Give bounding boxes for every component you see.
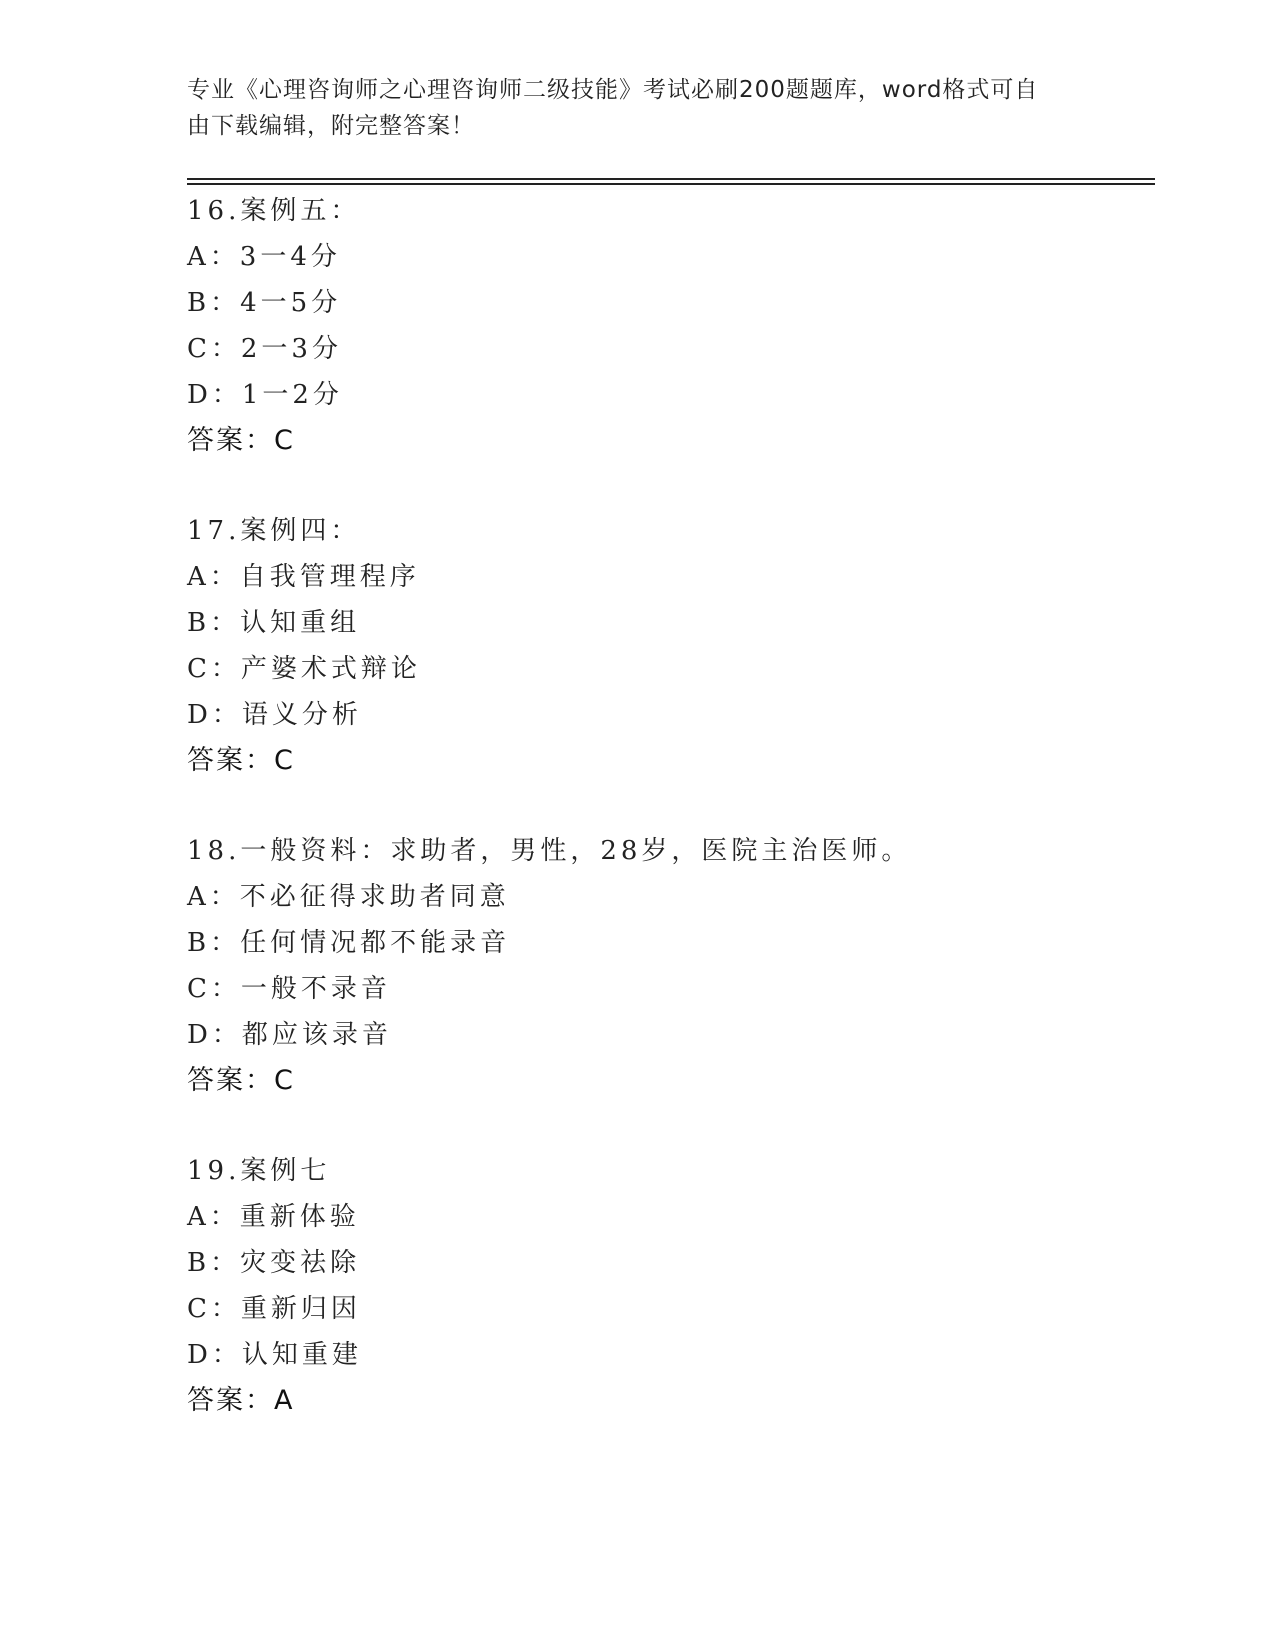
answer-line: 答案：A (187, 1385, 295, 1416)
option-d: D：1一2分 (187, 380, 343, 410)
option-d: D：都应该录音 (187, 1020, 392, 1050)
document-header (187, 72, 1067, 144)
option-a: A：3一4分 (187, 242, 341, 272)
option-b: B：4一5分 (187, 288, 342, 318)
option-b: B：认知重组 (187, 608, 361, 638)
option-b: B：灾变祛除 (187, 1248, 361, 1278)
question-stem: 17.案例四： (187, 516, 361, 546)
question-stem: 19.案例七 (187, 1156, 331, 1186)
option-a: A：重新体验 (187, 1202, 360, 1232)
option-b: B：任何情况都不能录音 (187, 928, 511, 958)
question-19 (187, 1148, 1137, 1424)
option-d: D：认知重建 (187, 1340, 362, 1370)
header-divider-top (187, 178, 1155, 180)
question-17 (187, 508, 1137, 784)
question-16 (187, 188, 1137, 464)
answer-line: 答案：C (187, 1065, 295, 1096)
option-c: C：一般不录音 (187, 974, 391, 1004)
header-line-1: 专业《心理咨询师之心理咨询师二级技能》考试必刷200题题库，word格式可自 (187, 77, 1039, 103)
question-stem: 16.案例五： (187, 196, 361, 226)
option-a: A：不必征得求助者同意 (187, 882, 510, 912)
option-c: C：重新归因 (187, 1294, 361, 1324)
header-line-2: 由下载编辑，附完整答案！ (187, 113, 475, 139)
option-c: C：2一3分 (187, 334, 342, 364)
answer-line: 答案：C (187, 425, 295, 456)
question-stem: 18.一般资料：求助者，男性，28岁，医院主治医师。 (187, 836, 912, 866)
option-d: D：语义分析 (187, 700, 362, 730)
option-c: C：产婆术式辩论 (187, 654, 421, 684)
question-18 (187, 828, 1137, 1104)
answer-line: 答案：C (187, 745, 295, 776)
option-a: A：自我管理程序 (187, 562, 420, 592)
header-divider-bottom (187, 183, 1155, 185)
